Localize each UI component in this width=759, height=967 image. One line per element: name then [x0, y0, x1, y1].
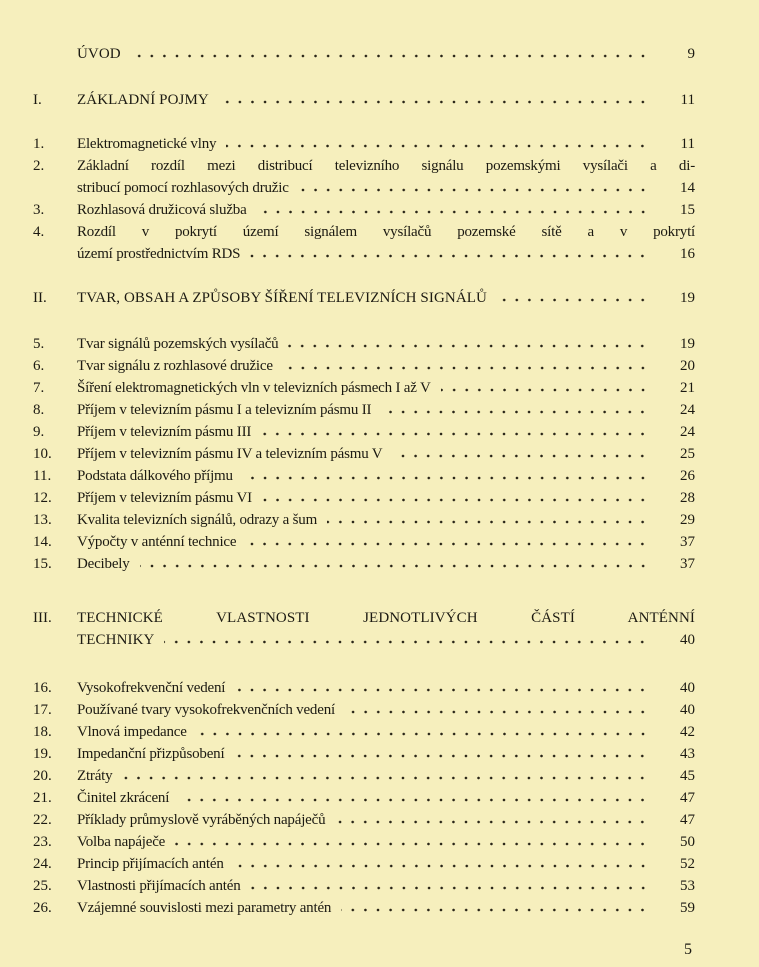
- toc-entry-line: [77, 509, 695, 531]
- toc-entry-page: 40: [680, 680, 695, 696]
- dot-leader: [497, 288, 649, 302]
- toc-entry: [0, 355, 759, 377]
- toc-entry-line: [77, 333, 695, 355]
- toc-entry-page: 19: [680, 290, 695, 306]
- toc-entry-page: 52: [680, 856, 695, 872]
- toc-entry-line: [77, 43, 695, 65]
- toc-entry-title: Příjem v televizním pásmu IV a televizním pásmu V: [77, 446, 383, 462]
- toc-entry: [0, 465, 759, 487]
- toc-entry-continued: [0, 607, 759, 629]
- dot-leader: [219, 90, 649, 104]
- toc-entry-number: 18.: [33, 724, 52, 740]
- toc-entry: [0, 443, 759, 465]
- toc-entry-page: 16: [680, 246, 695, 262]
- dot-leader: [226, 134, 649, 148]
- toc-entry-title: Rozhlasová družicová služba: [77, 202, 247, 218]
- toc-entry-line: [77, 721, 695, 743]
- toc-entry-line: [77, 809, 695, 831]
- toc-entry-page: 26: [680, 468, 695, 484]
- dot-leader: [441, 378, 649, 392]
- dot-leader: [234, 854, 649, 868]
- toc-entry: [0, 377, 759, 399]
- toc-entry-number: 22.: [33, 812, 52, 828]
- toc-entry-number: 20.: [33, 768, 52, 784]
- toc-entry: [0, 487, 759, 509]
- toc-entry-line: [77, 465, 695, 487]
- dot-leader: [122, 766, 649, 780]
- dot-leader: [327, 510, 649, 524]
- toc-entry-title: TECHNIKY: [77, 632, 155, 648]
- toc-entry-title: Vysokofrekvenční vedení: [77, 680, 226, 696]
- dot-leader: [243, 466, 649, 480]
- toc-entry: [0, 333, 759, 355]
- toc-entry-page: 42: [680, 724, 695, 740]
- toc-entry-page: 43: [680, 746, 695, 762]
- toc-entry-line: [77, 199, 695, 221]
- toc-entry: [0, 287, 759, 309]
- toc-entry-title: Základní rozdíl mezi distribucí televizního signálu pozemskými vysílači a di-: [77, 158, 695, 174]
- toc-entry: [0, 853, 759, 875]
- toc-entry-line: [77, 377, 695, 399]
- toc-entry-line: [77, 399, 695, 421]
- toc-entry-line: [77, 531, 695, 553]
- dot-leader: [235, 678, 649, 692]
- toc-entry-number: 21.: [33, 790, 52, 806]
- toc-entry-page: 37: [680, 556, 695, 572]
- dot-leader: [179, 788, 649, 802]
- toc-entry-title: Příjem v televizním pásmu III: [77, 424, 252, 440]
- toc-entry-title: území prostřednictvím RDS: [77, 246, 241, 262]
- toc-entry-number: 11.: [33, 468, 52, 484]
- toc-entry: [0, 399, 759, 421]
- toc-entry-title: Činitel zkrácení: [77, 790, 170, 806]
- toc-entry-page: 11: [680, 92, 695, 108]
- toc-entry-number: 1.: [33, 136, 45, 152]
- toc-entry-title: ÚVOD: [77, 46, 121, 62]
- toc-entry-page: 29: [680, 512, 695, 528]
- dot-leader: [341, 898, 649, 912]
- toc-entry-title: stribucí pomocí rozhlasových družic: [77, 180, 289, 196]
- dot-leader: [345, 700, 649, 714]
- toc-entry-number: 14.: [33, 534, 52, 550]
- toc-entry-number: 4.: [33, 224, 45, 240]
- toc-entry-page: 11: [680, 136, 695, 152]
- toc-entry-page: 59: [680, 900, 695, 916]
- dot-leader: [261, 422, 649, 436]
- toc-entry-line: [77, 221, 695, 243]
- toc-entry: [0, 553, 759, 575]
- toc-entry-title: Elektromagnetické vlny: [77, 136, 217, 152]
- dot-leader: [335, 810, 649, 824]
- toc-entry-page: 14: [680, 180, 695, 196]
- toc-entry: [0, 421, 759, 443]
- page-number: 5: [684, 941, 692, 958]
- toc-entry-page: 25: [680, 446, 695, 462]
- toc-entry-number: 17.: [33, 702, 52, 718]
- toc-entry-line: [77, 875, 695, 897]
- toc-entry-title: Vlnová impedance: [77, 724, 187, 740]
- toc-entry-page: 24: [680, 424, 695, 440]
- toc-entry: [0, 765, 759, 787]
- toc-entry-title: Rozdíl v pokrytí území signálem vysílačů pozemské sítě a v pokrytí: [77, 224, 695, 240]
- toc-entry-page: 21: [680, 380, 695, 396]
- toc-entry-line: [77, 243, 695, 265]
- toc-entry-number: 23.: [33, 834, 52, 850]
- toc-entry-title: TECHNICKÉ VLASTNOSTI JEDNOTLIVÝCH ČÁSTÍ ANTÉNNÍ: [77, 610, 695, 626]
- toc-entry-line: [77, 89, 695, 111]
- toc-entry-title: Ztráty: [77, 768, 113, 784]
- toc-entry-page: 40: [680, 702, 695, 718]
- toc-entry: [0, 809, 759, 831]
- toc-entry: [0, 677, 759, 699]
- toc-entry-title: Decibely: [77, 556, 130, 572]
- toc-entry-title: Podstata dálkového příjmu: [77, 468, 233, 484]
- toc-entry-line: [77, 897, 695, 919]
- toc-entry-title: Princip přijímacích antén: [77, 856, 224, 872]
- toc-entry-line: [77, 553, 695, 575]
- toc-entry-title: Tvar signálu z rozhlasové družice: [77, 358, 273, 374]
- dot-leader: [234, 744, 649, 758]
- toc-entry-title: Impedanční přizpůsobení: [77, 746, 225, 762]
- toc-entry-title: Příjem v televizním pásmu I a televizním pásmu II: [77, 402, 372, 418]
- toc-entry-title: Příklady průmyslově vyráběných napáječů: [77, 812, 326, 828]
- toc-entry-title: TVAR, OBSAH A ZPŮSOBY ŠÍŘENÍ TELEVIZNÍCH SIGNÁLŮ: [77, 290, 487, 306]
- toc-entry-page: 40: [680, 632, 695, 648]
- toc-entry-number: II.: [33, 290, 47, 306]
- dot-leader: [392, 444, 649, 458]
- toc-entry-line: [77, 699, 695, 721]
- toc-entry-number: 8.: [33, 402, 45, 418]
- dot-leader: [257, 200, 649, 214]
- dot-leader: [131, 44, 649, 58]
- toc-entry-title: Vlastnosti přijímacích antén: [77, 878, 241, 894]
- toc-entry-page: 47: [680, 790, 695, 806]
- toc-entry-page: 19: [680, 336, 695, 352]
- toc-entry-page: 47: [680, 812, 695, 828]
- toc-entry-title: Volba napáječe: [77, 834, 166, 850]
- toc-entry-title: Výpočty v anténní technice: [77, 534, 237, 550]
- toc-entry-number: 24.: [33, 856, 52, 872]
- toc-entry-line: [77, 443, 695, 465]
- toc-entry: [0, 897, 759, 919]
- toc-entry-line: [77, 177, 695, 199]
- dot-leader: [288, 334, 649, 348]
- toc-entry-page: 20: [680, 358, 695, 374]
- toc-entry: [0, 787, 759, 809]
- dot-leader: [164, 630, 649, 644]
- toc-entry: [0, 875, 759, 897]
- toc-entry-line: [77, 831, 695, 853]
- toc-entry: [0, 743, 759, 765]
- toc-entry: [0, 89, 759, 111]
- toc-entry-number: 3.: [33, 202, 45, 218]
- toc-entry-line: [77, 629, 695, 651]
- toc-entry: [0, 509, 759, 531]
- toc-entry-number: 10.: [33, 446, 52, 462]
- toc-entry-continued: [0, 221, 759, 243]
- toc-entry-number: 16.: [33, 680, 52, 696]
- toc-entry-number: I.: [33, 92, 42, 108]
- toc-entry-page: 50: [680, 834, 695, 850]
- toc-entry-number: 12.: [33, 490, 52, 506]
- toc-entry-line: [77, 677, 695, 699]
- toc-entry-line: [77, 355, 695, 377]
- toc-entry: [0, 43, 759, 65]
- toc-entry-page: 53: [680, 878, 695, 894]
- toc-entry-title: Kvalita televizních signálů, odrazy a šum: [77, 512, 318, 528]
- dot-leader: [262, 488, 649, 502]
- toc-entry-number: 15.: [33, 556, 52, 572]
- toc-entry-line: [77, 155, 695, 177]
- dot-leader: [250, 244, 649, 258]
- toc-entry-number: 2.: [33, 158, 45, 174]
- toc-entry: [0, 199, 759, 221]
- toc-entry-page: 24: [680, 402, 695, 418]
- toc-entry-line: [77, 853, 695, 875]
- toc-entry-title: Šíření elektromagnetických vln v televizních pásmech I až V: [77, 380, 431, 396]
- dot-leader: [283, 356, 649, 370]
- toc-entry-title: Příjem v televizním pásmu VI: [77, 490, 252, 506]
- toc-entry-page: 37: [680, 534, 695, 550]
- toc-entry-number: 5.: [33, 336, 45, 352]
- toc-entry: [0, 831, 759, 853]
- toc-entry-number: 13.: [33, 512, 52, 528]
- toc-entry-page: 9: [687, 46, 695, 62]
- toc-entry: [0, 629, 759, 651]
- toc-entry: [0, 721, 759, 743]
- toc-entry-page: 15: [680, 202, 695, 218]
- toc-entry: [0, 243, 759, 265]
- dot-leader: [175, 832, 649, 846]
- toc-entry-number: 25.: [33, 878, 52, 894]
- toc-entry-line: [77, 287, 695, 309]
- toc-entry-title: ZÁKLADNÍ POJMY: [77, 92, 209, 108]
- toc-entry-number: 6.: [33, 358, 45, 374]
- dot-leader: [299, 178, 649, 192]
- toc-entry-title: Tvar signálů pozemských vysílačů: [77, 336, 279, 352]
- toc-entry-page: 28: [680, 490, 695, 506]
- toc-entry: [0, 133, 759, 155]
- dot-leader: [197, 722, 649, 736]
- toc-entry-number: 26.: [33, 900, 52, 916]
- toc-entry-line: [77, 487, 695, 509]
- toc-entry-number: 19.: [33, 746, 52, 762]
- toc-entry-line: [77, 787, 695, 809]
- toc-entry-number: 7.: [33, 380, 45, 396]
- toc-entry: [0, 177, 759, 199]
- dot-leader: [140, 554, 649, 568]
- toc-entry: [0, 699, 759, 721]
- toc-entry-line: [77, 765, 695, 787]
- dot-leader: [381, 400, 649, 414]
- toc-entry-number: 9.: [33, 424, 45, 440]
- toc-entry-line: [77, 133, 695, 155]
- toc-entry-title: Vzájemné souvislosti mezi parametry antén: [77, 900, 332, 916]
- toc-entry-line: [77, 421, 695, 443]
- toc-entry-page: 45: [680, 768, 695, 784]
- toc-entry: [0, 531, 759, 553]
- toc-entry-title: Používané tvary vysokofrekvenčních vedení: [77, 702, 335, 718]
- toc-entry-continued: [0, 155, 759, 177]
- dot-leader: [251, 876, 649, 890]
- toc-entry-line: [77, 743, 695, 765]
- toc-entry-number: III.: [33, 610, 52, 626]
- toc-entry-line: [77, 607, 695, 629]
- dot-leader: [246, 532, 649, 546]
